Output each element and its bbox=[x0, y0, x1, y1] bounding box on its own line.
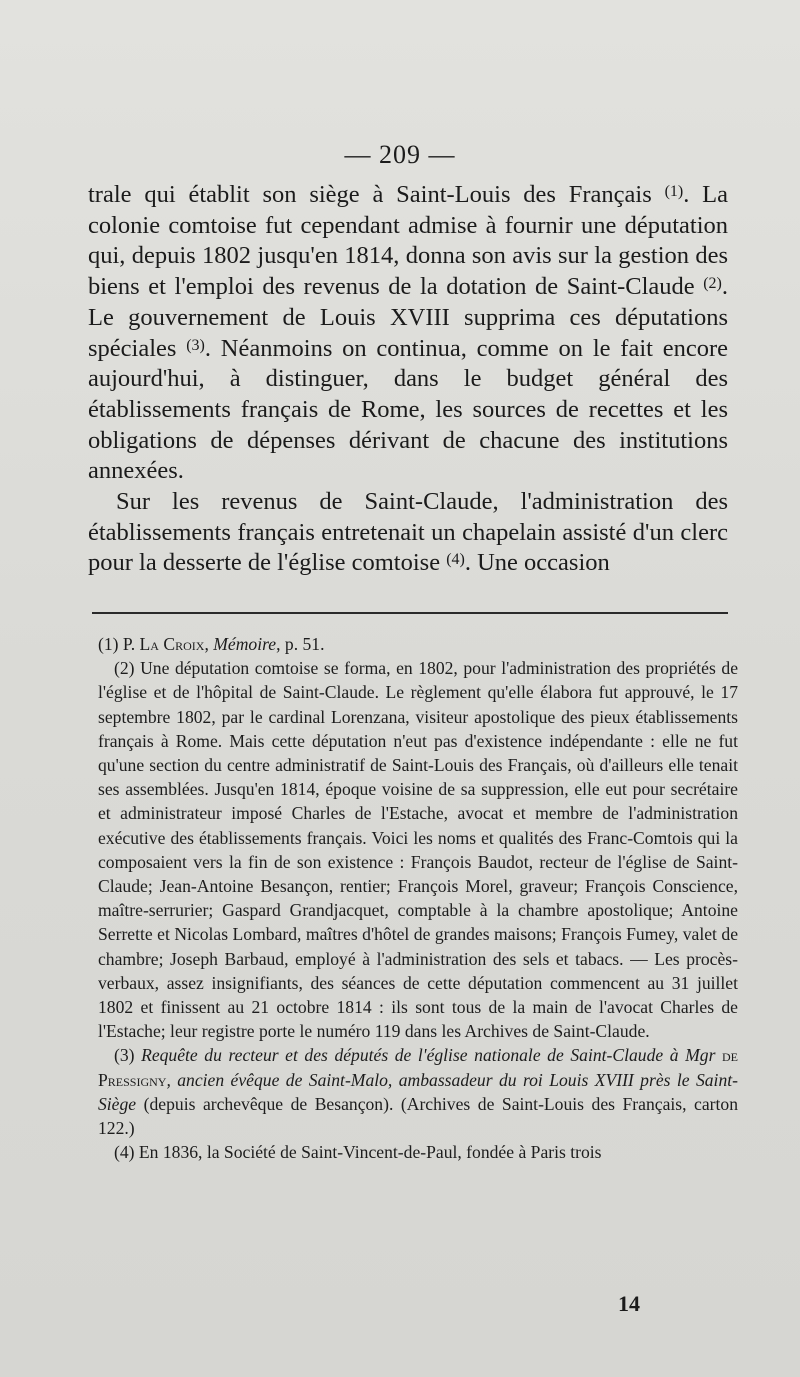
main-text bbox=[88, 180, 728, 579]
footnote-3-label: (3) bbox=[114, 1045, 142, 1066]
footnote-4: (4) En 1836, la Société de Saint-Vincent-de-Paul, fondée à Paris trois bbox=[114, 1142, 602, 1163]
footnote-1-sep: , bbox=[204, 634, 214, 654]
footnote-1-rest: , p. 51. bbox=[276, 634, 325, 654]
paragraph-1-part-d: . Néanmoins on continua, comme on le fait encore aujourd'hui, à distinguer, dans le budget général des établissements français de Rome, les sources de recettes et les obligations de dépenses dérivant de chacune des institutions annexées. bbox=[88, 334, 728, 485]
paragraph-1 bbox=[88, 180, 728, 487]
footnote-3-title-a: Requête du recteur et des députés de l'église nationale de Saint-Claude à Mgr bbox=[141, 1045, 722, 1066]
footnote-2: (2) Une députation comtoise se forma, en 1802, pour l'administration des propriétés de l'église et de l'hôpital de Saint-Claude. Le règlement qu'elle élabora fut approuvé, le 17 septembre 1802, par le cardinal Lorenzana, visiteur apostolique des pieux établissements français à Rome. Mais cette députation n'eut pas d'existence indépendante : elle ne fut qu'une section du centre administratif de Saint-Louis des Français, où d'ailleurs elle tenait ses assemblées. Jusqu'en 1814, époque voisine de sa suppression, elle eut pour secrétaire et administrateur imposé Charles de l'Estache, avocat et membre de l'administration exécutive des établissements français. Voici les noms et qualités des Franc-Comtois qui la composaient vers la fin de son existence : François Baudot, recteur de l'église de Saint-Claude; Jean-Antoine Besançon, rentier; François Morel, graveur; François Conscience, maître-serrurier; Gaspard Grandjacquet, comptable à la chambre apostolique; Antoine Serrette et Nicolas Lombard, maîtres d'hôtel de grandes maisons; François Fumey, valet de chambre; Joseph Barbaud, employé à l'administration des sels et tabacs. — Les procès-verbaux, assez insignifiants, des séances de cette députation commencent au 31 juillet 1802 et finissent au 21 octobre 1814 : ils sont tous de la main de l'avocat Charles de l'Estache; leur registre porte le numéro 119 dans les Archives de Saint-Claude. bbox=[98, 658, 738, 1042]
paragraph-2 bbox=[88, 487, 728, 579]
footnote-ref-2[interactable]: (2) bbox=[703, 275, 722, 293]
footnote-ref-1[interactable]: (1) bbox=[664, 183, 684, 200]
footnote-ref-3[interactable]: (3) bbox=[186, 336, 205, 354]
page-number: — 209 — bbox=[344, 140, 456, 169]
paragraph-2-part-a: Sur les revenus de Saint-Claude, l'administration des établissements français entretenait un chapelain assisté d'un clerc pour la desserte de l'église comtoise bbox=[88, 488, 728, 577]
footnote-ref-4[interactable]: (4) bbox=[446, 551, 465, 569]
paragraph-1-part-c: . Le gouvernement de Louis XVIII supprima ces députations spéciales bbox=[88, 273, 728, 362]
footnote-1-author: La Croix bbox=[139, 634, 205, 654]
footnote-3-title-b: , ancien évêque de Saint-Malo, ambassadeur du roi Louis XVIII près le Saint-Siège bbox=[98, 1069, 738, 1114]
footnote-1-label: (1) P. bbox=[98, 634, 140, 654]
footnote-3 bbox=[98, 1043, 738, 1140]
footnotes bbox=[98, 632, 738, 1164]
footnote-3-particle: de bbox=[722, 1045, 738, 1066]
paragraph-1-part-a: trale qui établit son siège à Saint-Louis des Français bbox=[88, 181, 665, 208]
footnote-1-title: Mémoire bbox=[213, 634, 277, 654]
footnote-1 bbox=[98, 632, 738, 656]
footnote-divider bbox=[92, 612, 728, 614]
footnote-3-name: Pressigny bbox=[98, 1069, 167, 1090]
paragraph-2-part-b: . Une occasion bbox=[464, 549, 610, 577]
signature-mark: 14 bbox=[618, 1291, 640, 1316]
paragraph-1-part-b: . La colonie comtoise fut cependant admise à fournir une députation qui, depuis 1802 jusqu'en 1814, donna son avis sur la gestion des biens et l'emploi des revenus de la dotation de Saint-Claude bbox=[88, 181, 728, 301]
footnote-3-rest: (depuis archevêque de Besançon). (Archives de Saint-Louis des Français, carton 122.) bbox=[98, 1093, 738, 1139]
